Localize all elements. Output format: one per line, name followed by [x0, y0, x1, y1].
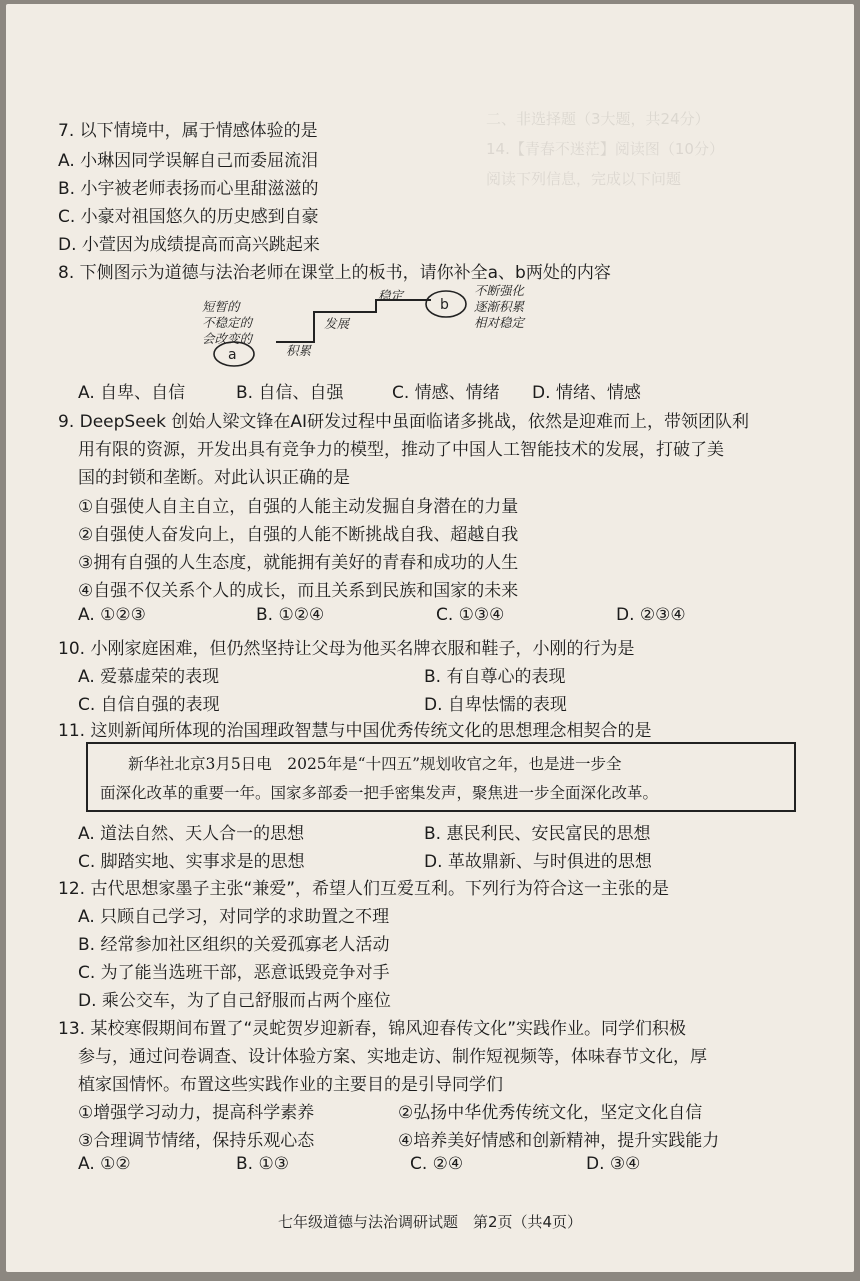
q13-option-a[interactable]: A. ①② — [78, 1154, 131, 1174]
q7-option-a[interactable]: A. 小琳因同学误解自己而委屈流泪 — [58, 151, 319, 171]
q13-statement-2: ②弘扬中华优秀传统文化，坚定文化自信 — [398, 1103, 703, 1123]
q12-option-d[interactable]: D. 乘公交车，为了自己舒服而占两个座位 — [78, 991, 391, 1011]
q13-option-b[interactable]: B. ①③ — [236, 1154, 289, 1174]
q13-statement-3: ③合理调节情绪，保持乐观心态 — [78, 1131, 315, 1151]
diagram-step-develop: 发展 — [324, 316, 350, 331]
exam-page — [6, 4, 854, 1272]
q7-stem: 7. 以下情境中，属于情感体验的是 — [58, 121, 318, 141]
q8-option-d[interactable]: D. 情绪、情感 — [532, 383, 641, 403]
q12-option-c[interactable]: C. 为了能当选班干部，恶意诋毁竞争对手 — [78, 963, 390, 983]
q9-option-b[interactable]: B. ①②④ — [256, 605, 325, 625]
diagram-note-right-3: 相对稳定 — [474, 315, 525, 330]
q9-statement-1: ①自强使人自主自立，自强的人能主动发掘自身潜在的力量 — [78, 497, 519, 517]
q10-stem: 10. 小刚家庭困难，但仍然坚持让父母为他买名牌衣服和鞋子，小刚的行为是 — [58, 639, 635, 659]
q10-option-d[interactable]: D. 自卑怯懦的表现 — [424, 695, 567, 715]
q13-stem-line-2: 参与，通过问卷调查、设计体验方案、实地走访、制作短视频等，体味春节文化，厚 — [78, 1047, 707, 1067]
show-through-text: 二、非选择题（3大题，共24分） 14.【青春不迷茫】阅读图（10分） 阅读下列信息，完成以下问题 — [486, 110, 724, 188]
diagram-note-right-1: 不断强化 — [474, 283, 525, 298]
q9-stem-line-1: 9. DeepSeek 创始人梁文锋在AI研发过程中虽面临诸多挑战，依然是迎难而上，带领团队利 — [58, 412, 750, 432]
q11-option-b[interactable]: B. 惠民利民、安民富民的思想 — [424, 824, 651, 844]
q10-option-a[interactable]: A. 爱慕虚荣的表现 — [78, 667, 220, 687]
q11-option-c[interactable]: C. 脚踏实地、实事求是的思想 — [78, 852, 305, 872]
diagram-note-left-2: 不稳定的 — [202, 315, 253, 330]
q7-option-c[interactable]: C. 小豪对祖国悠久的历史感到自豪 — [58, 207, 319, 227]
blank-a-label: a — [228, 347, 237, 363]
q9-option-c[interactable]: C. ①③④ — [436, 605, 505, 625]
q9-stem-line-3: 国的封锁和垄断。对此认识正确的是 — [78, 468, 350, 488]
q11-news-line-2: 面深化改革的重要一年。国家多部委一把手密集发声，聚焦进一步全面深化改革。 — [100, 784, 659, 802]
q8-option-b[interactable]: B. 自信、自强 — [236, 383, 344, 403]
q8-option-a[interactable]: A. 自卑、自信 — [78, 383, 186, 403]
page-footer: 七年级道德与法治调研试题 第2页（共4页） — [277, 1213, 583, 1231]
q11-news-box — [86, 742, 796, 812]
q9-option-a[interactable]: A. ①②③ — [78, 605, 146, 625]
q8-board-diagram — [6, 4, 854, 384]
q9-stem-line-2: 用有限的资源，开发出具有竞争力的模型，推动了中国人工智能技术的发展，打破了美 — [78, 440, 724, 460]
q8-stem: 8. 下侧图示为道德与法治老师在课堂上的板书，请你补全a、b两处的内容 — [58, 263, 611, 283]
q9-statement-3: ③拥有自强的人生态度，就能拥有美好的青春和成功的人生 — [78, 553, 519, 573]
q10-option-c[interactable]: C. 自信自强的表现 — [78, 695, 220, 715]
q13-option-c[interactable]: C. ②④ — [410, 1154, 464, 1174]
diagram-note-left-1: 短暂的 — [202, 299, 240, 314]
q11-option-d[interactable]: D. 革故鼎新、与时俱进的思想 — [424, 852, 652, 872]
q11-option-a[interactable]: A. 道法自然、天人合一的思想 — [78, 824, 305, 844]
q12-option-b[interactable]: B. 经常参加社区组织的关爱孤寡老人活动 — [78, 935, 390, 955]
q7-option-b[interactable]: B. 小宇被老师表扬而心里甜滋滋的 — [58, 179, 319, 199]
q13-statement-1: ①增强学习动力，提高科学素养 — [78, 1103, 315, 1123]
diagram-step-accumulate: 积累 — [286, 343, 312, 358]
q12-option-a[interactable]: A. 只顾自己学习，对同学的求助置之不理 — [78, 907, 390, 927]
diagram-note-left-3: 会改变的 — [202, 331, 253, 346]
q13-stem-line-1: 13. 某校寒假期间布置了“灵蛇贺岁迎新春，锦风迎春传文化”实践作业。同学们积极 — [58, 1019, 687, 1039]
q11-stem: 11. 这则新闻所体现的治国理政智慧与中国优秀传统文化的思想理念相契合的是 — [58, 721, 652, 741]
staircase-line — [276, 300, 431, 342]
q11-news-line-1: 新华社北京3月5日电 2025年是“十四五”规划收官之年，也是进一步全 — [128, 755, 622, 773]
q13-stem-line-3: 植家国情怀。布置这些实践作业的主要目的是引导同学们 — [78, 1075, 503, 1095]
q13-statement-4: ④培养美好情感和创新精神，提升实践能力 — [398, 1131, 720, 1151]
q9-statement-2: ②自强使人奋发向上，自强的人能不断挑战自我、超越自我 — [78, 525, 519, 545]
diagram-note-right-2: 逐渐积累 — [474, 299, 525, 314]
q8-option-c[interactable]: C. 情感、情绪 — [392, 383, 500, 403]
q12-stem: 12. 古代思想家墨子主张“兼爱”，希望人们互爱互利。下列行为符合这一主张的是 — [58, 879, 670, 899]
q10-option-b[interactable]: B. 有自尊心的表现 — [424, 667, 566, 687]
diagram-step-stable: 稳定 — [378, 288, 404, 303]
q9-option-d[interactable]: D. ②③④ — [616, 605, 686, 625]
q9-statement-4: ④自强不仅关系个人的成长，而且关系到民族和国家的未来 — [78, 581, 519, 601]
q13-option-d[interactable]: D. ③④ — [586, 1154, 641, 1174]
q7-option-d[interactable]: D. 小萱因为成绩提高而高兴跳起来 — [58, 235, 320, 255]
blank-b-label: b — [440, 297, 449, 313]
